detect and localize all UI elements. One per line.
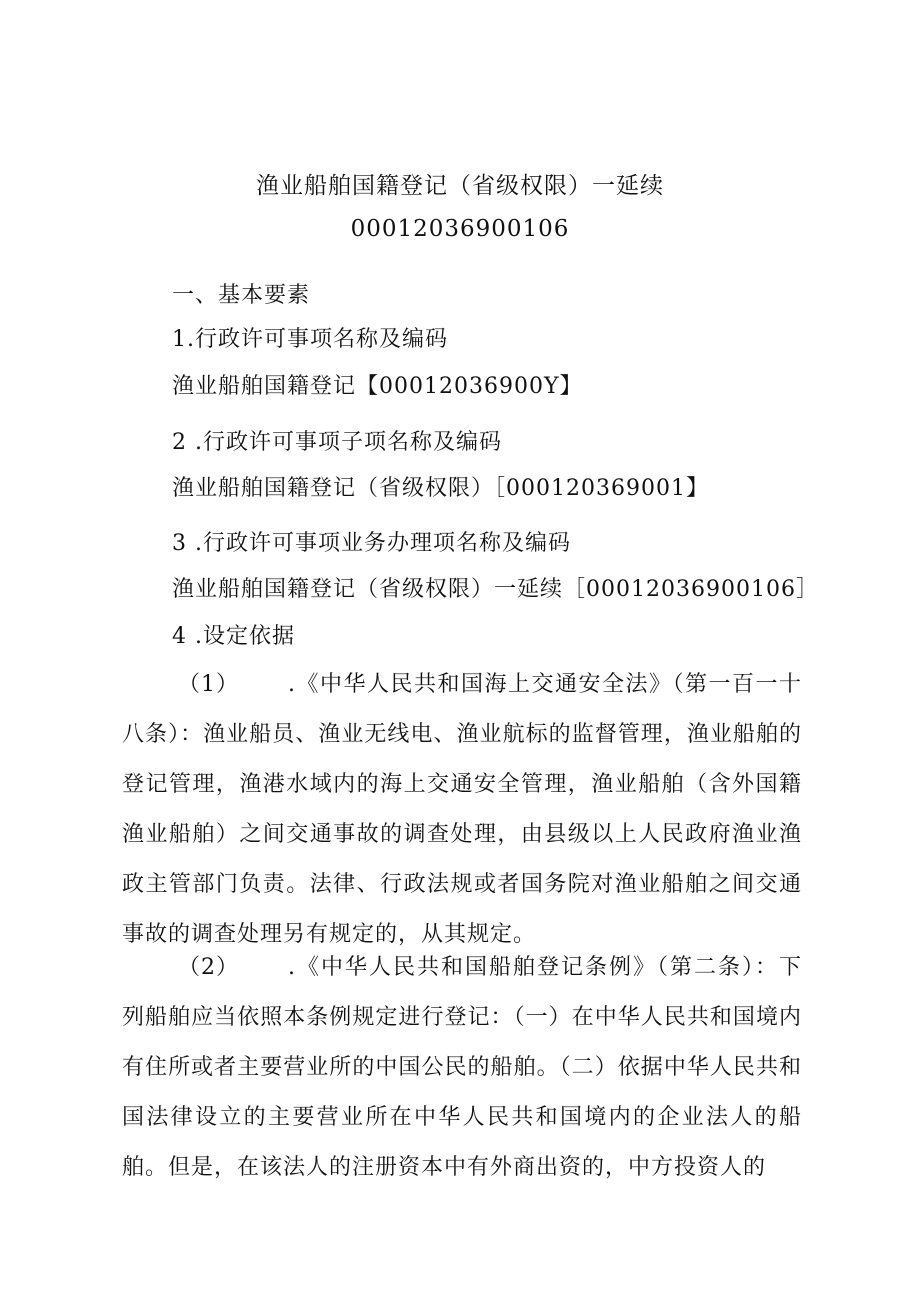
basis-text: .《中华人民共和国船舶登记条例》（第二条）：下列船舶应当依照本条例规定进行登记：（一）在中华人民共和国境内有住所或者主要营业所的中国公民的船舶。（二）依据中华人民共和国法律设立的主要营业所在中华人民共和国境内的企业法人的船舶。但是，在该法人的注册资本中有外商出资的，中方投资人的 bbox=[122, 955, 802, 1180]
item4-label: 4 .设定依据 bbox=[172, 624, 295, 649]
basis-number: （2） bbox=[178, 955, 239, 980]
item2-label: 2 .行政许可事项子项名称及编码 bbox=[172, 430, 502, 455]
item3-label: 3 .行政许可事项业务办理项名称及编码 bbox=[172, 531, 571, 556]
basis-number: （1） bbox=[178, 672, 239, 697]
item1-label: 1.行政许可事项名称及编码 bbox=[172, 327, 448, 352]
item2-value: 渔业船舶国籍登记（省级权限）［000120369001】 bbox=[172, 476, 709, 501]
document-code: 00012036900106 bbox=[350, 216, 570, 242]
basis-paragraph-1 bbox=[122, 660, 802, 960]
document-title: 渔业船舶国籍登记（省级权限）一延续 bbox=[256, 173, 664, 199]
basis-text: .《中华人民共和国海上交通安全法》（第一百一十八条）：渔业船员、渔业无线电、渔业航标的监督管理，渔业船舶的登记管理，渔港水域内的海上交通安全管理，渔业船舶（含外国籍渔业船舶）之间交通事故的调查处理，由县级以上人民政府渔业渔政主管部门负责。法律、行政法规或者国务院对渔业船舶之间交通事故的调查处理另有规定的，从其规定。 bbox=[122, 672, 802, 947]
section-heading: 一、基本要素 bbox=[172, 283, 311, 308]
basis-paragraph-2 bbox=[122, 943, 802, 1193]
item3-value: 渔业船舶国籍登记（省级权限）一延续［00012036900106］ bbox=[172, 577, 819, 602]
item1-value: 渔业船舶国籍登记【00012036900Y】 bbox=[172, 374, 583, 399]
